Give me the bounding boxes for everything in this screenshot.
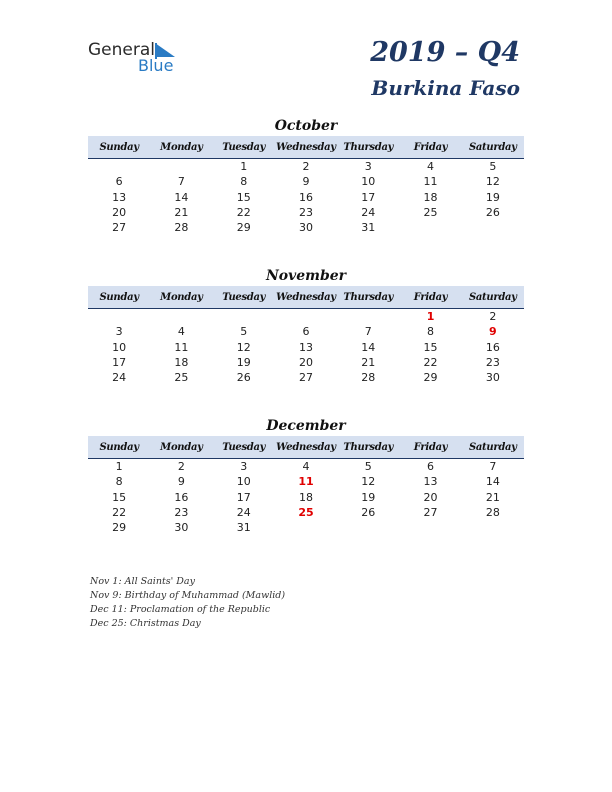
week-row <box>88 324 524 339</box>
week-row <box>88 370 524 385</box>
day-cell: 3 <box>115 325 123 339</box>
day-cell: 26 <box>485 206 500 220</box>
day-cell: 17 <box>112 356 127 370</box>
weekday-label: Tuesday <box>222 291 266 303</box>
day-cell: 23 <box>298 206 313 220</box>
day-cell: 10 <box>236 475 251 489</box>
day-cell: 19 <box>485 190 500 204</box>
day-cell: 25 <box>174 371 189 385</box>
day-cell: 6 <box>302 325 310 339</box>
day-cell: 19 <box>236 356 251 370</box>
month-title: October <box>274 118 338 134</box>
day-cell: 8 <box>115 475 123 489</box>
holiday-day-cell: 11 <box>298 475 314 489</box>
day-cell: 3 <box>364 160 372 174</box>
day-cell: 24 <box>361 206 376 220</box>
day-cell: 9 <box>302 175 310 189</box>
day-cell: 30 <box>485 371 500 385</box>
holiday-note: Nov 9: Birthday of Muhammad (Mawlid) <box>90 590 286 601</box>
day-cell: 23 <box>485 356 500 370</box>
week-row <box>88 355 524 370</box>
day-cell: 16 <box>174 490 189 504</box>
day-cell: 29 <box>112 521 127 535</box>
day-cell: 28 <box>361 371 376 385</box>
day-cell: 24 <box>236 506 251 520</box>
holiday-day-cell: 1 <box>426 310 435 324</box>
day-cell: 28 <box>174 221 189 235</box>
day-cell: 7 <box>177 175 185 189</box>
day-cell: 15 <box>112 490 127 504</box>
day-cell: 1 <box>115 460 123 474</box>
day-cell: 23 <box>174 506 189 520</box>
logo-text-general: General <box>88 40 155 60</box>
day-cell: 22 <box>236 206 251 220</box>
day-cell: 12 <box>485 175 500 189</box>
day-cell: 7 <box>489 460 497 474</box>
day-cell: 4 <box>427 160 435 174</box>
day-cell: 5 <box>489 160 497 174</box>
weekday-label: Wednesday <box>276 141 336 153</box>
day-cell: 22 <box>423 356 438 370</box>
day-cell: 30 <box>174 521 189 535</box>
day-cell: 18 <box>174 356 189 370</box>
weekday-label: Friday <box>413 141 448 153</box>
day-cell: 2 <box>177 460 185 474</box>
day-cell: 18 <box>298 490 313 504</box>
holiday-notes <box>90 575 285 631</box>
day-cell: 2 <box>302 160 310 174</box>
page-title-block <box>370 36 520 102</box>
day-cell: 22 <box>112 506 127 520</box>
week-row <box>88 474 524 489</box>
day-cell: 9 <box>177 475 185 489</box>
day-cell: 10 <box>112 340 127 354</box>
week-row <box>88 340 524 355</box>
holiday-note: Nov 1: All Saints' Day <box>90 576 195 587</box>
weekday-label: Sunday <box>99 291 139 303</box>
day-cell: 2 <box>489 310 497 324</box>
week-row <box>88 174 524 189</box>
day-cell: 17 <box>361 190 376 204</box>
day-cell: 26 <box>236 371 251 385</box>
day-cell: 27 <box>298 371 313 385</box>
weekday-label: Wednesday <box>276 441 336 453</box>
day-cell: 12 <box>236 340 251 354</box>
day-cell: 13 <box>423 475 438 489</box>
week-row <box>88 190 524 205</box>
day-cell: 16 <box>298 190 313 204</box>
day-cell: 12 <box>361 475 376 489</box>
weekday-label: Sunday <box>99 141 139 153</box>
day-cell: 15 <box>423 340 438 354</box>
day-cell: 29 <box>423 371 438 385</box>
month-calendar-november <box>88 266 524 385</box>
week-row <box>88 205 524 220</box>
weekday-label: Saturday <box>468 441 517 453</box>
day-cell: 5 <box>240 325 248 339</box>
day-cell: 28 <box>485 506 500 520</box>
day-cell: 27 <box>112 221 127 235</box>
day-cell: 16 <box>485 340 500 354</box>
weekday-label: Friday <box>413 441 448 453</box>
page-subtitle: Burkina Faso <box>371 76 520 100</box>
weekday-label: Thursday <box>343 291 394 303</box>
day-cell: 13 <box>112 190 127 204</box>
day-cell: 6 <box>115 175 123 189</box>
holiday-day-cell: 9 <box>489 325 497 339</box>
week-row <box>88 459 524 474</box>
week-row <box>88 159 524 174</box>
week-row <box>88 220 524 235</box>
weeks-container <box>88 159 524 235</box>
holiday-note: Dec 25: Christmas Day <box>90 618 201 629</box>
month-calendar-october <box>88 116 524 235</box>
weekday-label: Monday <box>160 141 203 153</box>
day-cell: 20 <box>112 206 127 220</box>
day-cell: 11 <box>174 340 189 354</box>
day-cell: 4 <box>302 460 310 474</box>
page-title: 2019 – Q4 <box>370 37 520 68</box>
day-cell: 29 <box>236 221 251 235</box>
day-cell: 8 <box>240 175 248 189</box>
day-cell: 15 <box>236 190 251 204</box>
day-cell: 6 <box>427 460 435 474</box>
day-cell: 3 <box>240 460 248 474</box>
day-cell: 30 <box>298 221 313 235</box>
weekday-label: Tuesday <box>222 141 266 153</box>
weekday-label: Thursday <box>343 141 394 153</box>
day-cell: 25 <box>423 206 438 220</box>
weekday-label: Saturday <box>468 291 517 303</box>
weekday-label: Sunday <box>99 441 139 453</box>
day-cell: 24 <box>112 371 127 385</box>
day-cell: 14 <box>174 190 189 204</box>
weekday-header-row <box>88 436 524 459</box>
day-cell: 13 <box>298 340 313 354</box>
day-cell: 11 <box>423 175 438 189</box>
weekday-label: Saturday <box>468 141 517 153</box>
holiday-note: Dec 11: Proclamation of the Republic <box>90 604 271 615</box>
day-cell: 20 <box>298 356 313 370</box>
week-row <box>88 309 524 324</box>
weekday-label: Monday <box>160 291 203 303</box>
day-cell: 4 <box>177 325 185 339</box>
day-cell: 8 <box>427 325 435 339</box>
day-cell: 10 <box>361 175 376 189</box>
month-calendar-december <box>88 416 524 535</box>
day-cell: 31 <box>236 521 251 535</box>
weekday-label: Thursday <box>343 441 394 453</box>
day-cell: 5 <box>364 460 372 474</box>
day-cell: 26 <box>361 506 376 520</box>
weekday-label: Friday <box>413 291 448 303</box>
week-row <box>88 490 524 505</box>
week-row <box>88 505 524 520</box>
weeks-container <box>88 459 524 535</box>
brand-logo <box>88 40 188 76</box>
day-cell: 20 <box>423 490 438 504</box>
weekday-label: Monday <box>160 441 203 453</box>
holiday-day-cell: 25 <box>298 506 314 520</box>
day-cell: 14 <box>361 340 376 354</box>
day-cell: 21 <box>485 490 500 504</box>
weeks-container <box>88 309 524 385</box>
logo-text-blue: Blue <box>138 56 174 75</box>
weekday-header-row <box>88 286 524 309</box>
day-cell: 17 <box>236 490 251 504</box>
day-cell: 31 <box>361 221 376 235</box>
day-cell: 21 <box>174 206 189 220</box>
month-title: November <box>265 268 347 284</box>
weekday-label: Wednesday <box>276 291 336 303</box>
week-row <box>88 520 524 535</box>
weekday-label: Tuesday <box>222 441 266 453</box>
month-title: December <box>266 418 346 434</box>
day-cell: 21 <box>361 356 376 370</box>
day-cell: 1 <box>240 160 248 174</box>
day-cell: 19 <box>361 490 376 504</box>
day-cell: 7 <box>364 325 372 339</box>
day-cell: 14 <box>485 475 500 489</box>
day-cell: 27 <box>423 506 438 520</box>
weekday-header-row <box>88 136 524 159</box>
day-cell: 18 <box>423 190 438 204</box>
